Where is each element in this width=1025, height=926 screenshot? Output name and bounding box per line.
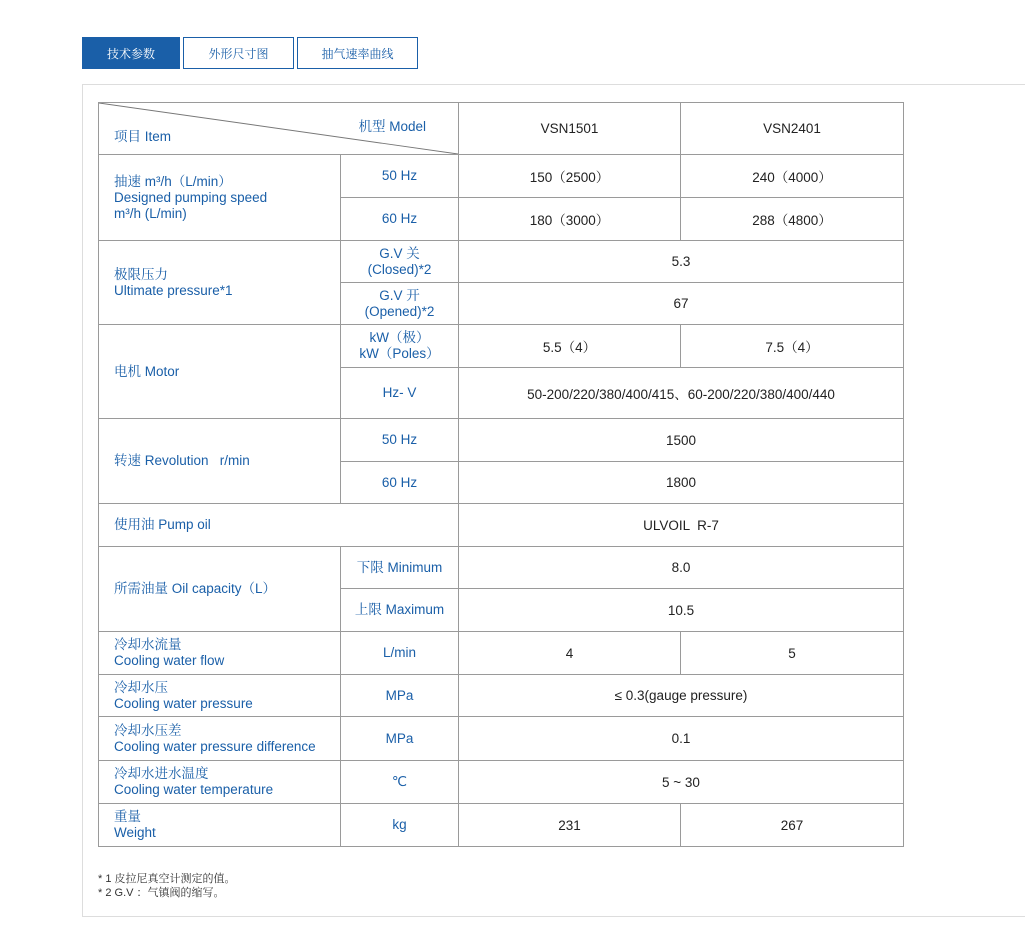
sub-label: 60 Hz (341, 462, 459, 504)
model-name: VSN2401 (681, 103, 904, 155)
row-label-water-diff: 冷却水压差 Cooling water pressure difference (99, 717, 341, 761)
table-cell: ≤ 0.3(gauge pressure) (459, 675, 904, 717)
sub-label: MPa (341, 717, 459, 761)
item-header-label: 项目 Item (114, 129, 172, 144)
table-cell: 1500 (459, 419, 904, 462)
footnote: * 2 G.V ：气镇阀的缩写。 (98, 887, 225, 899)
tab-specs[interactable]: 技术参数 (82, 37, 180, 69)
row-label-motor: 电机 Motor (99, 325, 341, 419)
table-cell: 8.0 (459, 547, 904, 589)
sub-label: ℃ (341, 761, 459, 804)
sub-label: kW（极） kW（Poles） (341, 325, 459, 368)
table-row (99, 632, 904, 675)
row-label-water-flow: 冷却水流量 Cooling water flow (99, 632, 341, 675)
sub-label: G.V 关 (Closed)*2 (341, 241, 459, 283)
table-cell: 5 ~ 30 (459, 761, 904, 804)
sub-label: 上限 Maximum (341, 589, 459, 632)
sub-label: kg (341, 804, 459, 847)
row-label-water-pressure: 冷却水压 Cooling water pressure (99, 675, 341, 717)
tab-dimensions[interactable]: 外形尺寸图 (183, 37, 294, 69)
table-row (99, 804, 904, 847)
footnotes (98, 872, 236, 900)
sub-label: 50 Hz (341, 155, 459, 198)
table-row (99, 325, 904, 368)
table-cell: 4 (459, 632, 681, 675)
table-row (99, 675, 904, 717)
table-cell: 180（3000） (459, 198, 681, 241)
row-label-water-temp: 冷却水进水温度 Cooling water temperature (99, 761, 341, 804)
sub-label: Hz- V (341, 368, 459, 419)
table-row (99, 504, 904, 547)
sub-label: 60 Hz (341, 198, 459, 241)
table-cell: 0.1 (459, 717, 904, 761)
sub-label: 50 Hz (341, 419, 459, 462)
table-row (99, 547, 904, 589)
sub-label: G.V 开 (Opened)*2 (341, 283, 459, 325)
sub-label: L/min (341, 632, 459, 675)
table-header-row (99, 103, 904, 155)
tab-pumping-curve[interactable]: 抽气速率曲线 (297, 37, 418, 69)
model-name: VSN1501 (459, 103, 681, 155)
table-cell: 67 (459, 283, 904, 325)
table-cell: 267 (681, 804, 904, 847)
table-row (99, 419, 904, 462)
row-label-oil: 使用油 Pump oil (99, 504, 459, 547)
diagonal-header-cell (99, 103, 459, 155)
table-cell: 7.5（4） (681, 325, 904, 368)
tab-bar (82, 37, 421, 69)
row-label-capacity: 所需油量 Oil capacity（L） (99, 547, 341, 632)
table-row (99, 717, 904, 761)
table-cell: 1800 (459, 462, 904, 504)
table-cell: 5.3 (459, 241, 904, 283)
row-label-weight: 重量 Weight (99, 804, 341, 847)
table-cell: 50-200/220/380/400/415、60-200/220/380/400/440 (459, 368, 904, 419)
table-cell: 150（2500） (459, 155, 681, 198)
table-cell: ULVOIL R-7 (459, 504, 904, 547)
table-cell: 5 (681, 632, 904, 675)
model-header-label: 机型 Model (358, 119, 426, 134)
spec-table (98, 102, 904, 847)
table-row (99, 761, 904, 804)
row-label-ultimate: 极限压力 Ultimate pressure*1 (99, 241, 341, 325)
row-label-speed: 抽速 m³/h（L/min） Designed pumping speed m³/h (L/min) (99, 155, 341, 241)
table-cell: 10.5 (459, 589, 904, 632)
table-cell: 288（4800） (681, 198, 904, 241)
table-cell: 5.5（4） (459, 325, 681, 368)
sub-label: MPa (341, 675, 459, 717)
table-cell: 231 (459, 804, 681, 847)
table-row (99, 155, 904, 198)
row-label-revolution: 转速 Revolution r/min (99, 419, 341, 504)
table-row (99, 241, 904, 283)
table-cell: 240（4000） (681, 155, 904, 198)
footnote: * 1 皮拉尼真空计测定的值。 (98, 873, 236, 885)
sub-label: 下限 Minimum (341, 547, 459, 589)
